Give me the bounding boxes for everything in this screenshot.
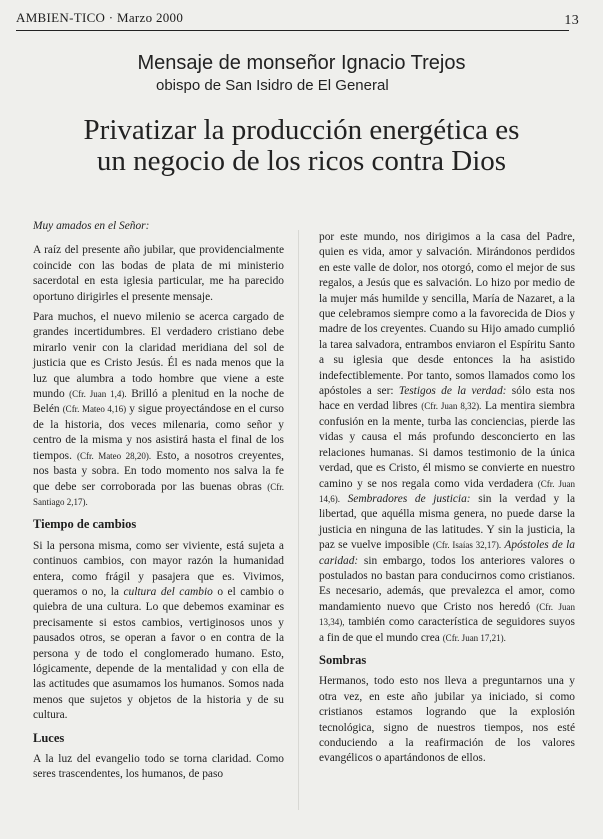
salutation: Muy amados en el Señor: [33, 220, 150, 232]
emphasis: cultura del cambio [123, 585, 213, 598]
text: también como característica de seguidores suyos a fin de que el mundo crea [319, 616, 575, 644]
message-author: Mensaje de monseñor Ignacio Trejos [137, 52, 466, 74]
emphasis: Testigos de la verdad: [398, 385, 507, 398]
paragraph [33, 539, 284, 724]
citation: (Cfr. Mateo 4,16) [62, 404, 127, 415]
column-divider [298, 230, 299, 810]
citation: (Cfr. Juan 17,21). [442, 632, 506, 643]
right-column [319, 230, 575, 772]
text: Brilló a plenitud en la noche de Belén [33, 388, 284, 416]
paragraph: A raíz del presente año jubilar, que providencialmente coincide con las bodas de plata de mi ministerio sacerdotal en esta iglesia particular, me ha parecido oportuno dirigirles el presente mensaje. [33, 244, 284, 303]
text: sin embargo, todos los anteriores valores o postulados no bastan para conducirnos como cristianos. Es necesario, además, que prevalezca el amor, como mandamiento nuevo que Cristo nos heredó [319, 554, 575, 613]
author-role: obispo de San Isidro de El General [156, 77, 389, 94]
section-heading: Luces [33, 730, 65, 745]
citation: (Cfr. Isaías 32,17). [432, 540, 502, 551]
running-header [16, 8, 579, 31]
text: Si la persona misma, como ser viviente, está sujeta a continuos cambios, con mayor razón la humanidad entera, como frágil y pasajera que es. Vivimos, queramos o no, la [33, 539, 284, 598]
emphasis: Sembradores de justicia: [347, 492, 471, 505]
left-column [33, 219, 284, 788]
title-line-1: Privatizar la producción energética es [83, 114, 520, 146]
paragraph: A la luz del evangelio todo se torna claridad. Como seres trascendentes, los humanos, de paso [33, 753, 284, 781]
text: Esto, a nosotros creyentes, nos basta y sobra. En todo momento nos salva la fe que debe ser corroborada por las buenas obras [33, 449, 284, 493]
citation: (Cfr. Mateo 28,20). [76, 450, 152, 461]
paragraph [33, 310, 284, 510]
text: Para muchos, el nuevo milenio se acerca cargado de grandes incertidumbres. El verdadero cristiano debe mirarlo venir con la claridad meridiana del sol de justicia que es Cristo Jesús. Él es nada menos que la luz que alumbra a todo hombre que viene a este mundo [33, 311, 284, 401]
section-heading: Tiempo de cambios [33, 517, 137, 532]
text: y sigue proyectándose en el curso de la historia, dos veces milenaria, como señor y centro de la misma y nos asistirá hasta el final de los tiempos. [33, 403, 284, 462]
page-number: 13 [564, 13, 579, 28]
paragraph: Hermanos, todo esto nos lleva a preguntarnos una y otra vez, en este año jubilar ya iniciado, si como cristianos estamos logrando que la explosión tecnológica, signo de nuestros tiempos, nos esté conduciendo a la reafirmación de los valores evangélicos o apartándonos de ellos. [319, 675, 575, 765]
citation: (Cfr. Juan 1,4). [69, 389, 127, 400]
citation: (Cfr. Juan 14,6). [319, 478, 575, 504]
emphasis: Apóstoles de la caridad: [319, 539, 575, 567]
text: sólo esta nos hace en verdad libres [319, 385, 575, 413]
magazine-issue: AMBIEN-TICO · Marzo 2000 [16, 10, 184, 25]
text: por este mundo, nos dirigimos a la casa del Padre, quien es vida, amor y salvación. Mirándonos perdidos en este valle de dolor, nos otorgó, como el mejor de sus regalos, a Jesús que es salvación. Lo hizo por medio de la mujer más humilde y sencilla, María de Nazaret, a la que celebramos siempre como a la favorecida de Dios y madre de los creyentes. Cuando su Hijo amado cumplió la tarea salvadora, entrambos enviaron el Espíritu Santo a su iglesia que desde entonces la ha asistido indefectiblemente. Por tanto, somos llamados como los apóstoles a ser: [319, 231, 575, 398]
text: La mentira siembra confusión en la mente, turba las conciencias, pierde las vidas y causa el más profundo desconcierto en las relaciones humanas. Si damos testimonio de la única verdad, que es Cristo, él mismo se convierte en nuestro camino y se nos regala como vida verdadera [319, 400, 575, 490]
citation: (Cfr. Juan 13,34), [319, 601, 575, 628]
paragraph [319, 230, 575, 646]
citation: (Cfr. Juan 8,32). [421, 401, 482, 412]
title-line-2: un negocio de los ricos contra Dios [96, 145, 507, 177]
article-title [0, 115, 603, 177]
text: sin la verdad y la libertad, que aquélla misma genera, no puede darse la justicia en ninguna de las latitudes. Y sin la justicia, la paz se vuelve imposible [319, 492, 575, 552]
text: o el cambio o quiebra de una cultura. Lo que debemos examinar es precisamente si estos cambios, vertiginosos unos y pausados otros, se operan a favor o en contra de la persona y de todo el conglomerado humano. Esto, lógicamente, depende de la mentalidad y con ella de las actitudes que asumamos los humanos. Somos nada menos que sujetos y objetos de la historia y de su cultura. [33, 585, 284, 722]
citation: (Cfr. Santiago 2,17). [33, 481, 284, 507]
section-heading: Sombras [319, 652, 367, 667]
